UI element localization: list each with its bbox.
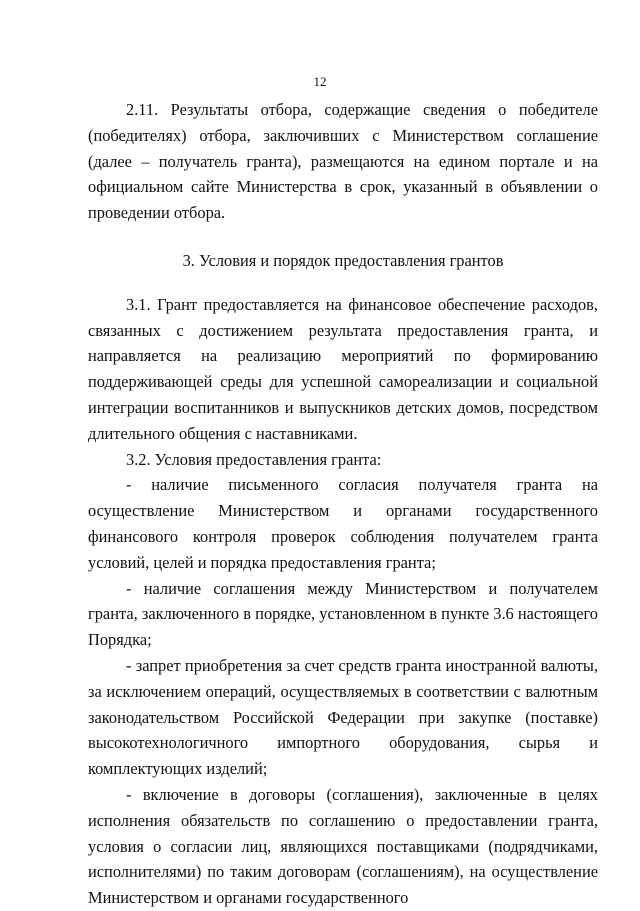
- section-3-heading: 3. Условия и порядок предоставления грантов: [182, 250, 504, 270]
- condition-item-3: - запрет приобретения за счет средств гранта иностранной валюты, за исключением операций, осуществляемых в соответствии с валютным законодательством Российской Федерации при закупке (поставке) высокотехнологичного импортного оборудования, сырья и комплектующих изделий;: [88, 655, 598, 779]
- document-body: [88, 97, 598, 911]
- page-number: 12: [313, 74, 327, 89]
- condition-item-1: - наличие письменного согласия получателя гранта на осуществление Министерством и органами государственного финансового контроля проверок соблюдения получателем гранта условий, целей и порядка предоставления гранта;: [88, 475, 598, 572]
- condition-item-4: - включение в договоры (соглашения), заключенные в целях исполнения обязательств по соглашению о предоставлении гранта, условия о согласии лиц, являющихся поставщиками (подрядчиками, исполнителями) по таким договорам (соглашениям), на осуществление Министерством и органами государственного: [88, 784, 598, 908]
- condition-item-2: - наличие соглашения между Министерством и получателем гранта, заключенного в порядке, установленном в пункте 3.6 настоящего Порядка;: [88, 578, 598, 650]
- paragraph-3-2: 3.2. Условия предоставления гранта:: [126, 449, 382, 469]
- paragraph-3-1: 3.1. Грант предоставляется на финансовое обеспечение расходов, связанных с достижением результата предоставления гранта, и направляется на реализацию мероприятий по формированию поддерживающей среды для успешной самореализации и социальной интеграции воспитанников и выпускников детских домов, посредством длительного общения с наставниками.: [88, 294, 598, 443]
- paragraph-2-11: 2.11. Результаты отбора, содержащие сведения о победителе (победителях) отбора, заключивших с Министерством соглашение (далее – получатель гранта), размещаются на едином портале и на официальном сайте Министерства в срок, указанный в объявлении о проведении отбора.: [88, 100, 598, 223]
